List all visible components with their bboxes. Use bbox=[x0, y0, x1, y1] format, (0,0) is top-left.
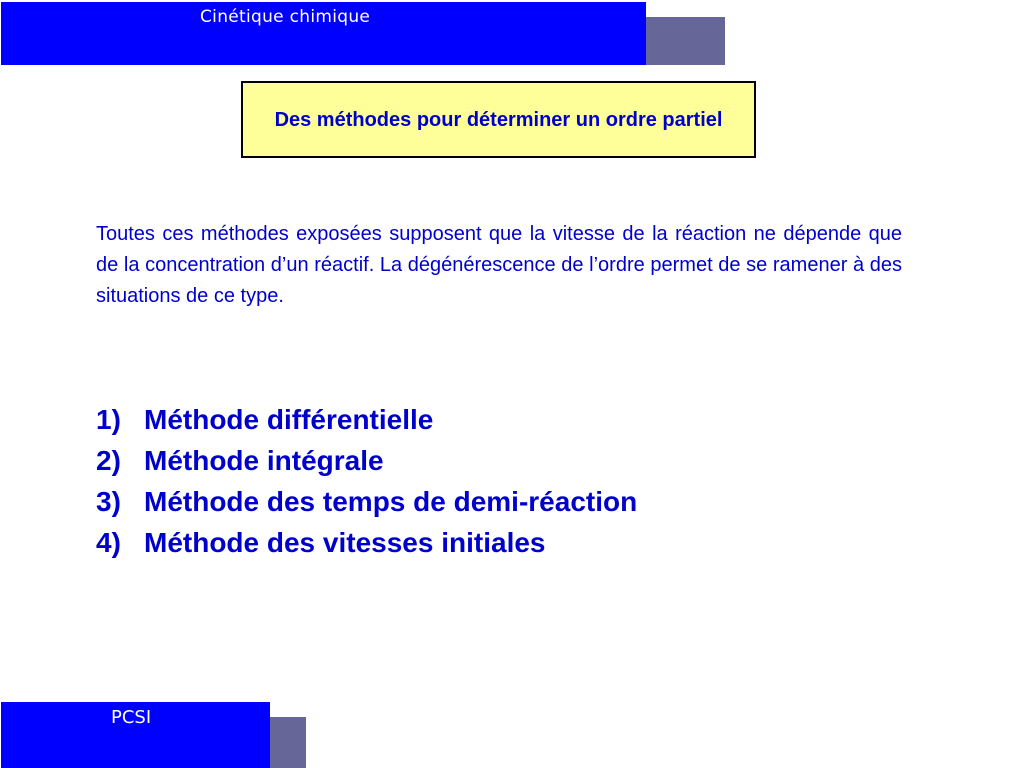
list-item bbox=[96, 481, 637, 522]
list-item-number: 2) bbox=[96, 445, 121, 476]
list-item-label: Méthode intégrale bbox=[144, 445, 384, 476]
list-item-label: Méthode différentielle bbox=[144, 404, 434, 435]
methods-list bbox=[96, 399, 637, 563]
list-item bbox=[96, 440, 637, 481]
footer-label: PCSI bbox=[111, 707, 152, 728]
header-shadow-block bbox=[645, 17, 725, 65]
slide-title: Des méthodes pour déterminer un ordre partiel bbox=[274, 108, 723, 131]
list-item-number: 3) bbox=[96, 486, 121, 517]
list-item-number: 4) bbox=[96, 527, 121, 558]
footer-shadow-block bbox=[269, 717, 306, 768]
list-item-label: Méthode des temps de demi-réaction bbox=[144, 486, 638, 517]
header-title: Cinétique chimique bbox=[200, 7, 371, 27]
list-item-number: 1) bbox=[96, 404, 121, 435]
list-item bbox=[96, 522, 637, 563]
list-item-label: Méthode des vitesses initiales bbox=[144, 527, 546, 558]
intro-paragraph: Toutes ces méthodes exposées supposent que la vitesse de la réaction ne dépende que de la concentration d’un réactif. La dégénérescence de l’ordre permet de se ramener à des situations de ce type. bbox=[96, 223, 902, 307]
slide-title-box bbox=[241, 81, 756, 158]
list-item bbox=[96, 399, 637, 440]
